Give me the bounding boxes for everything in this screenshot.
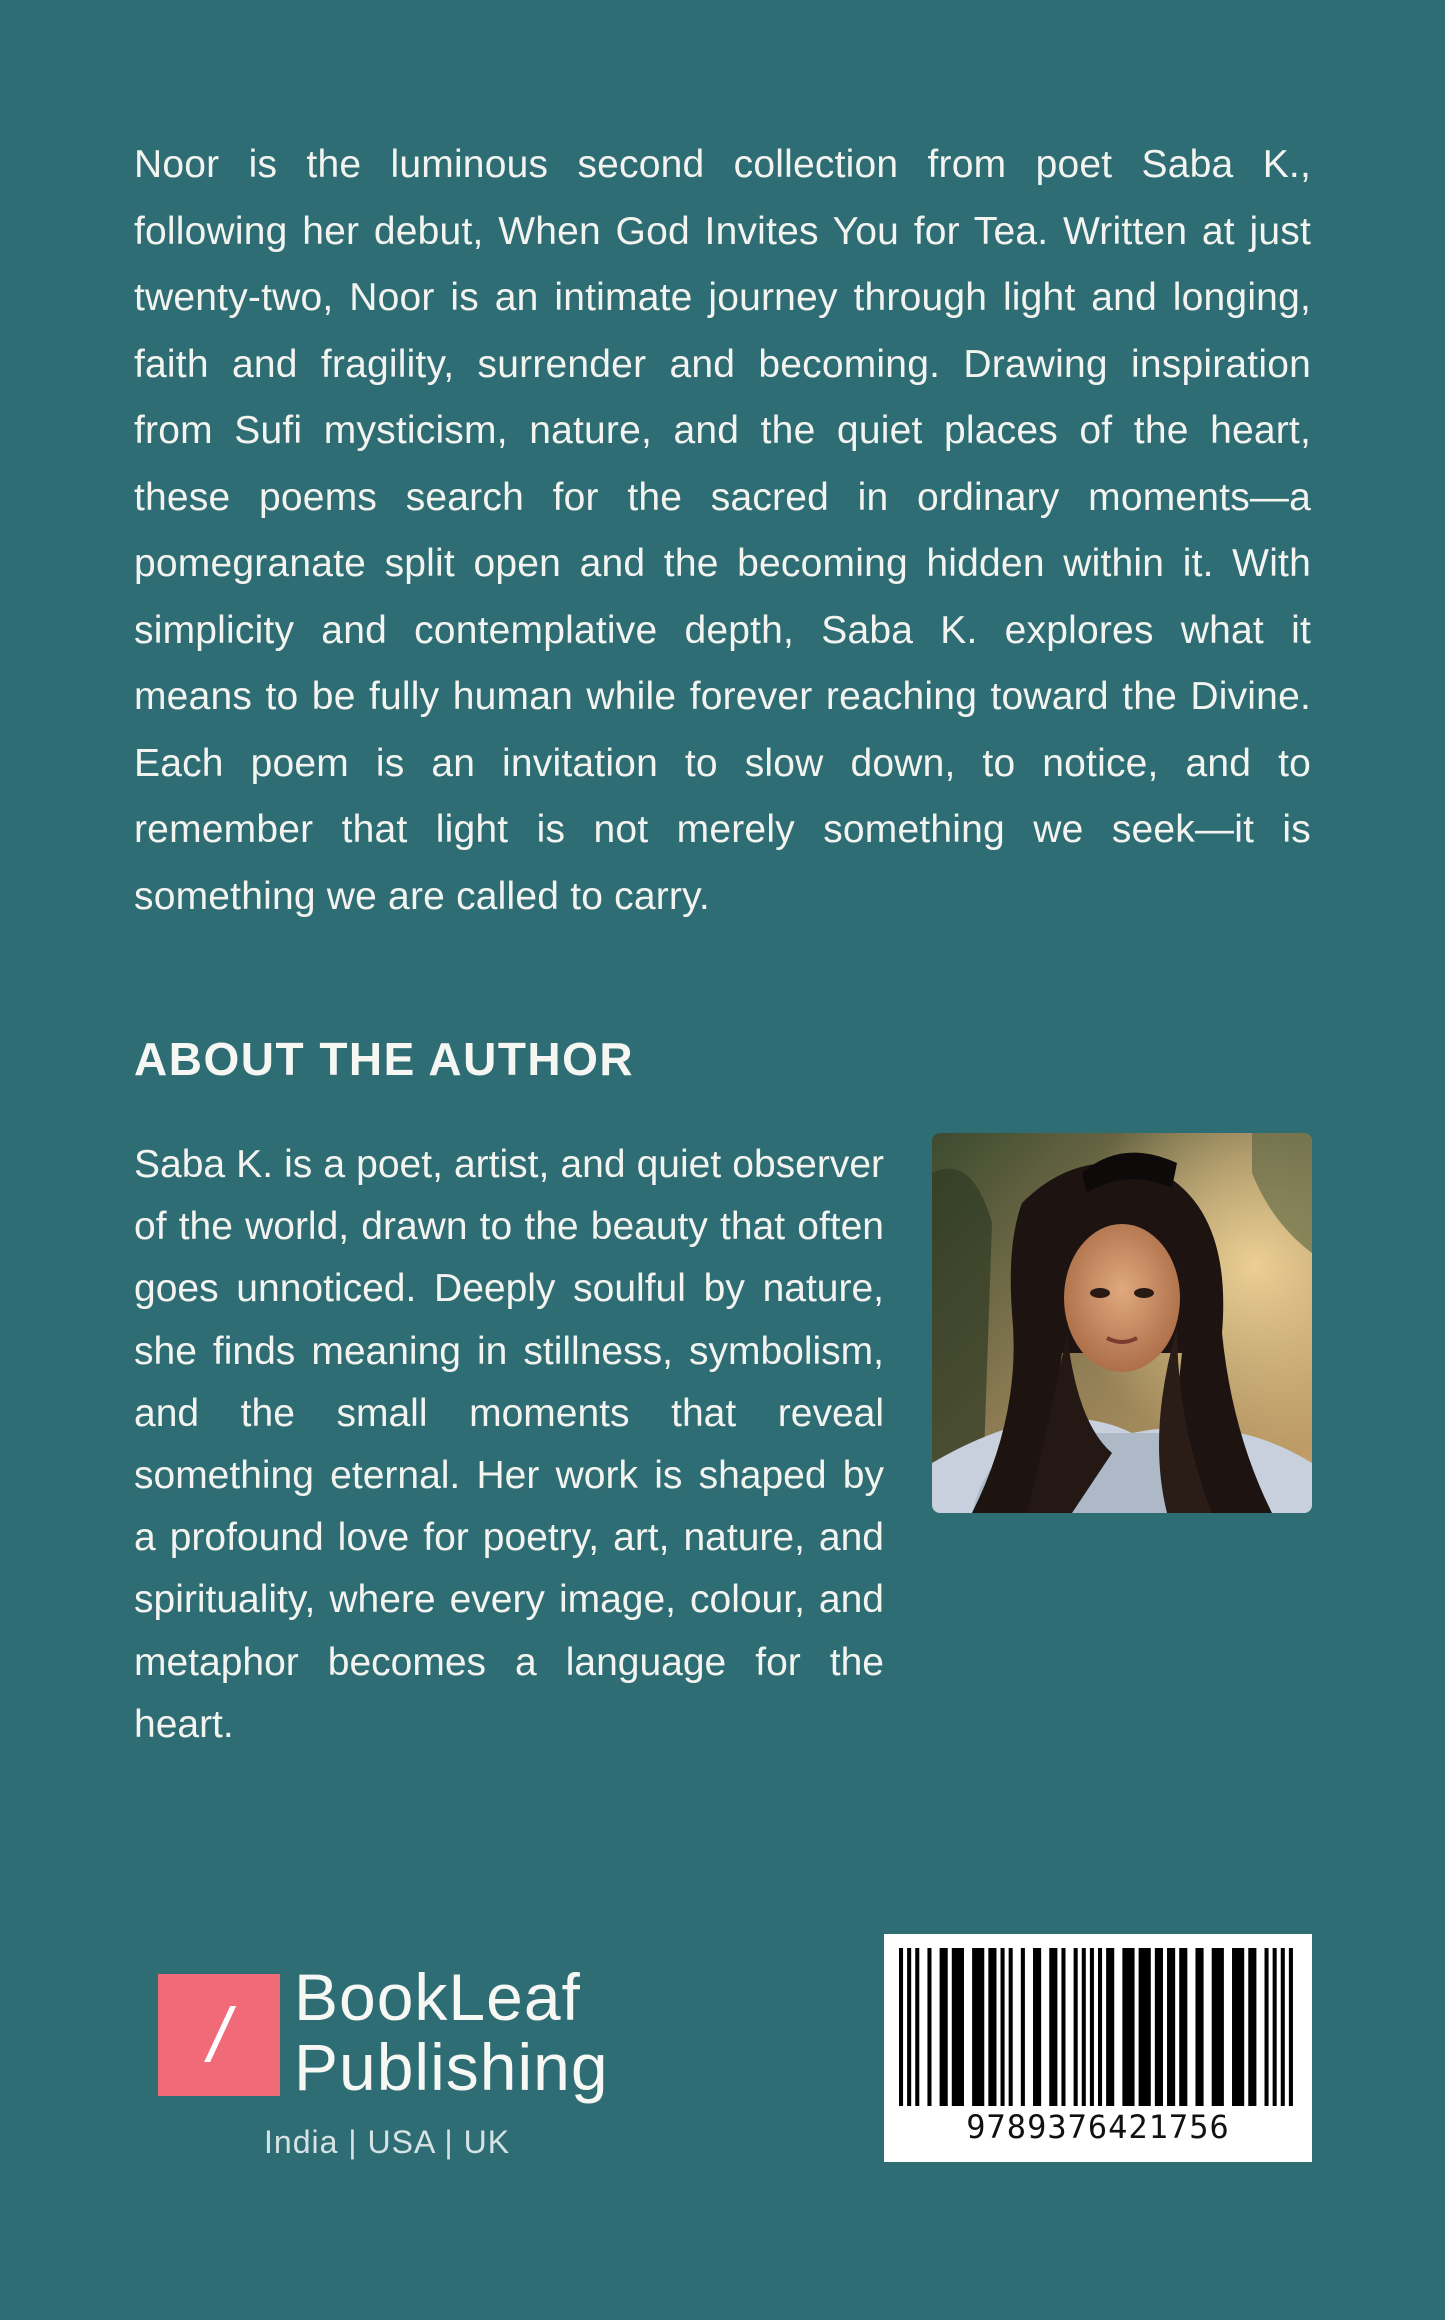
barcode-bar xyxy=(1289,1948,1293,2106)
barcode-bar xyxy=(1098,1948,1102,2106)
author-photo xyxy=(932,1133,1312,1513)
barcode-bar xyxy=(1265,1948,1269,2106)
barcode-bar xyxy=(1001,1948,1005,2106)
publisher-name xyxy=(294,1962,609,2102)
publisher-name-line1: BookLeaf xyxy=(294,1960,581,2034)
author-bio: Saba K. is a poet, artist, and quiet observer of the world, drawn to the beauty that often goes unnoticed. Deeply soulful by nature, she finds meaning in stillness, symbolism, and the small moments that reveal something eternal. Her work is shaped by a profound love for poetry, art, nature, and spirituality, where every image, colour, and metaphor becomes a language for the heart. xyxy=(134,1143,884,1746)
barcode-bar xyxy=(1248,1948,1256,2106)
barcode-bars xyxy=(899,1948,1297,2106)
barcode-bar xyxy=(940,1948,948,2106)
book-description: Noor is the luminous second collection from poet Saba K., following her debut, When God Invites You for Tea. Written at just twenty-two, Noor is an intimate journey through light and longing, faith and fragility, surrender and becoming. Drawing inspiration from Sufi mysticism, nature, and the quiet places of the heart, these poems search for the sacred in ordinary moments—a pomegranate split open and the becoming hidden within it. With simplicity and contemplative depth, Saba K. explores what it means to be fully human while forever reaching toward the Divine. Each poem is an invitation to slow down, to notice, and to remember that light is not merely something we seek—it is something we are called to carry. xyxy=(134,143,1311,918)
barcode-bar xyxy=(972,1948,984,2106)
barcode-bar xyxy=(899,1948,903,2106)
barcode-bar xyxy=(1155,1948,1163,2106)
barcode-bar xyxy=(1232,1948,1244,2106)
barcode-bar xyxy=(1273,1948,1277,2106)
about-author-heading: ABOUT THE AUTHOR xyxy=(134,1033,635,1085)
barcode-bar xyxy=(1106,1948,1114,2106)
publisher-mark-slash: / xyxy=(208,1992,230,2078)
barcode-bar xyxy=(988,1948,996,2106)
publisher-regions: India | USA | UK xyxy=(264,2124,511,2160)
barcode-bar xyxy=(907,1948,911,2106)
barcode-bar xyxy=(1281,1948,1285,2106)
barcode-bar xyxy=(927,1948,931,2106)
barcode-bar xyxy=(1049,1948,1057,2106)
barcode-bar xyxy=(1082,1948,1086,2106)
barcode-bar xyxy=(1074,1948,1078,2106)
barcode-bar xyxy=(915,1948,919,2106)
barcode-bar xyxy=(1212,1948,1224,2106)
barcode-bar xyxy=(1033,1948,1041,2106)
publisher-logo xyxy=(158,1960,618,2168)
barcode-bar xyxy=(1061,1948,1065,2106)
barcode-bar xyxy=(952,1948,964,2106)
barcode-bar xyxy=(1021,1948,1025,2106)
barcode-bar xyxy=(1090,1948,1094,2106)
author-photo-image xyxy=(932,1133,1312,1513)
publisher-name-line2: Publishing xyxy=(294,2030,609,2104)
barcode-bar xyxy=(1179,1948,1187,2106)
isbn-number: 9789376421756 xyxy=(966,2108,1230,2146)
barcode-bar xyxy=(1195,1948,1203,2106)
barcode-bar xyxy=(1009,1948,1013,2106)
barcode-bar xyxy=(1122,1948,1134,2106)
publisher-mark-icon xyxy=(158,1974,280,2096)
isbn-barcode xyxy=(884,1934,1312,2162)
barcode-bar xyxy=(1167,1948,1175,2106)
barcode-bar xyxy=(1139,1948,1151,2106)
